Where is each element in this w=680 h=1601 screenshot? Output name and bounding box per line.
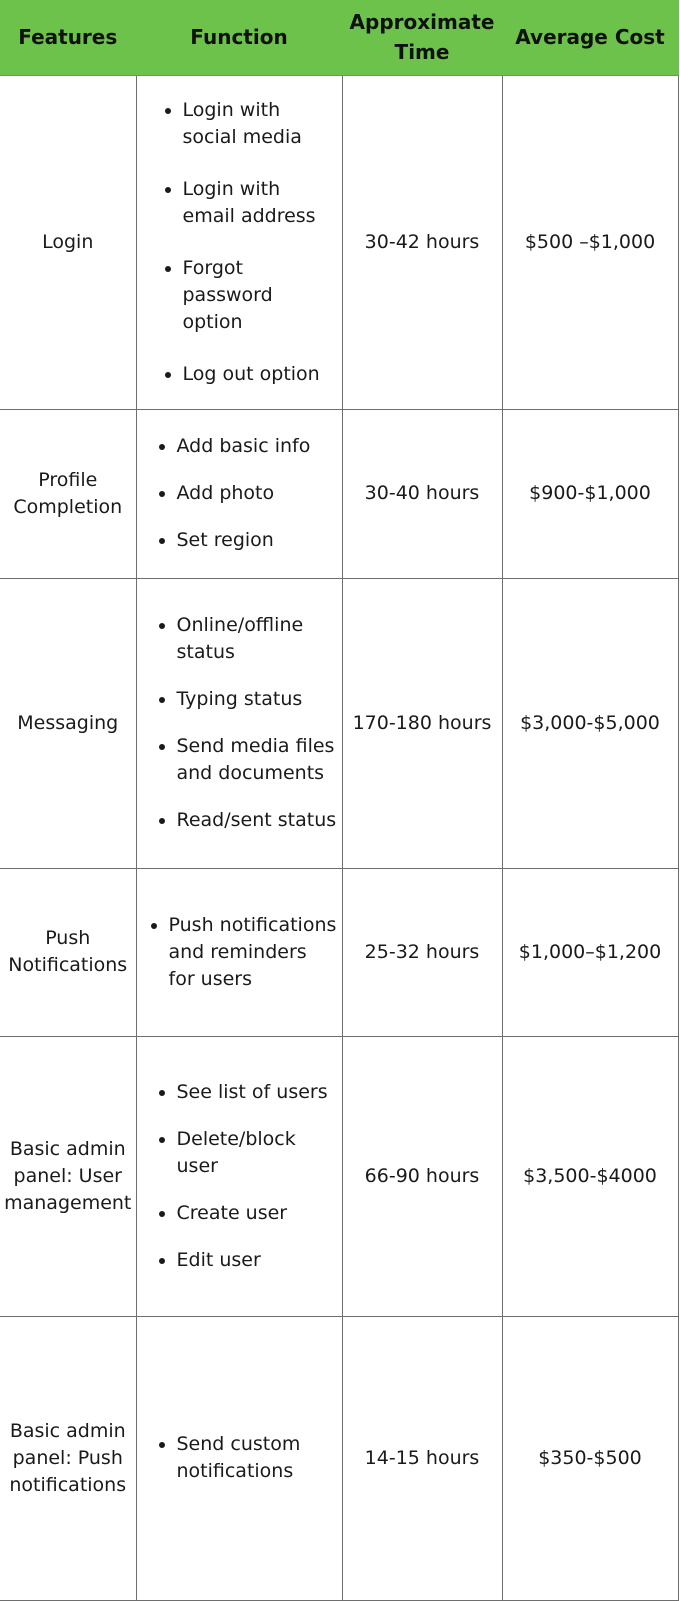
table-row-messaging — [0, 578, 678, 868]
function-cell — [136, 868, 342, 1036]
function-item: Online/offline status — [177, 612, 342, 666]
time-cell: 170-180 hours — [342, 578, 502, 868]
function-cell — [136, 1036, 342, 1316]
table-row-admin-user-management — [0, 1036, 678, 1316]
function-cell — [136, 75, 342, 409]
function-list — [137, 612, 342, 834]
function-item: Create user — [177, 1200, 342, 1227]
feature-cell: Push Notifications — [0, 868, 136, 1036]
feature-cell: Profile Completion — [0, 409, 136, 578]
cost-cell: $1,000–$1,200 — [502, 868, 678, 1036]
function-item: Send media files and documents — [177, 733, 342, 787]
cost-cell: $350-$500 — [502, 1316, 678, 1600]
function-item: Delete/block user — [177, 1126, 342, 1180]
feature-cell: Login — [0, 75, 136, 409]
cost-cell: $3,500-$4000 — [502, 1036, 678, 1316]
header-row — [0, 0, 678, 75]
function-item: Log out option — [183, 361, 342, 388]
header-function: Function — [136, 0, 342, 75]
function-cell — [136, 1316, 342, 1600]
table-row-login — [0, 75, 678, 409]
function-item: Edit user — [177, 1247, 342, 1274]
time-cell: 25-32 hours — [342, 868, 502, 1036]
function-list — [137, 1079, 342, 1274]
function-list — [137, 1431, 342, 1485]
header-average-cost: Average Cost — [502, 0, 678, 75]
table-row-push-notifications — [0, 868, 678, 1036]
function-item: Typing status — [177, 686, 342, 713]
feature-cell: Basic admin panel: User management — [0, 1036, 136, 1316]
feature-cell: Messaging — [0, 578, 136, 868]
function-list — [137, 912, 342, 993]
table-row-admin-push-notifications — [0, 1316, 678, 1600]
function-item: Add basic info — [177, 433, 342, 460]
function-cell — [136, 578, 342, 868]
function-item: Login with social media — [183, 97, 342, 151]
cost-cell: $500 –$1,000 — [502, 75, 678, 409]
time-cell: 66-90 hours — [342, 1036, 502, 1316]
header-features: Features — [0, 0, 136, 75]
function-item: Login with email address — [183, 176, 342, 230]
function-item: Set region — [177, 527, 342, 554]
function-item: Send custom notifications — [177, 1431, 342, 1485]
table-row-profile-completion — [0, 409, 678, 578]
time-cell: 30-40 hours — [342, 409, 502, 578]
feature-cell: Basic admin panel: Push notifications — [0, 1316, 136, 1600]
function-list — [137, 97, 342, 388]
function-item: Forgot password option — [183, 255, 342, 336]
function-item: See list of users — [177, 1079, 342, 1106]
function-cell — [136, 409, 342, 578]
time-cell: 30-42 hours — [342, 75, 502, 409]
cost-cell: $3,000-$5,000 — [502, 578, 678, 868]
cost-cell: $900-$1,000 — [502, 409, 678, 578]
function-list — [137, 433, 342, 554]
header-approximate-time: Approximate Time — [342, 0, 502, 75]
time-cell: 14-15 hours — [342, 1316, 502, 1600]
function-item: Read/sent status — [177, 807, 342, 834]
function-item: Add photo — [177, 480, 342, 507]
function-item: Push notifications and reminders for users — [169, 912, 342, 993]
